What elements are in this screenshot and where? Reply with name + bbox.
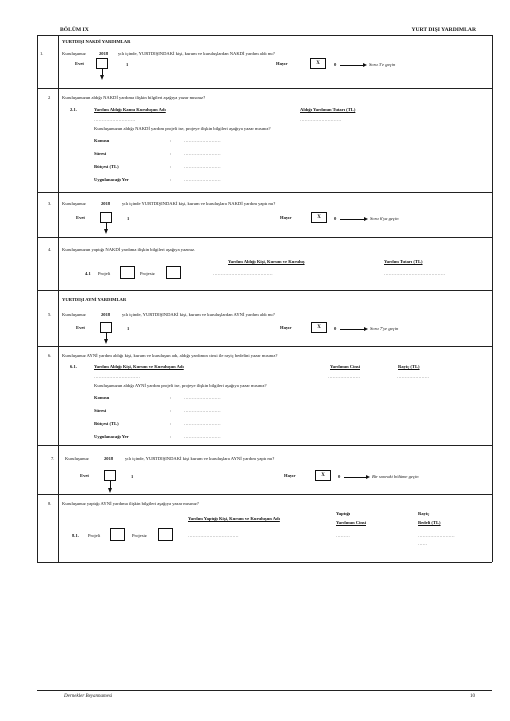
q4-col2-header: Yardım Tutarı (TL) <box>384 259 423 264</box>
q5-hayir-checkbox[interactable]: X <box>311 322 327 333</box>
q6-konusu-blank[interactable]: …………………… <box>184 395 221 400</box>
frame-right <box>492 35 493 562</box>
q1-evet-code: 1 <box>126 62 129 67</box>
q2-text: Kuruluşunuzun aldığı NAKDİ yardıma ilişkin bilgileri aşağıya yazar mısınız? <box>62 95 206 100</box>
q7-hayir-label: Hayır <box>284 473 296 478</box>
q6-col3-header: Rayiç (TL) <box>398 364 420 369</box>
q6-col1-blank[interactable]: ………………………… <box>94 374 140 379</box>
q3-hayir-checkbox[interactable]: X <box>311 212 327 223</box>
q2-col1-header: Yardım Aldığı Kamu Kuruluşun Adı <box>94 107 166 112</box>
footer-rule <box>37 690 492 691</box>
q3-text: yılı içinde YURTDIŞINDAKİ kişi, kurum ve kuruluşlara NAKDİ yardım yaptı mı? <box>122 201 276 206</box>
q8-projeli-label: Projeli <box>88 533 101 538</box>
divider <box>37 445 492 446</box>
q4-projeli-checkbox[interactable] <box>120 266 135 279</box>
frame-top <box>37 35 492 36</box>
footer-title: Dernekler Beyannamesi <box>64 694 113 699</box>
q6-col2-header: Yardımın Cinsi <box>330 364 360 369</box>
frame-left <box>37 35 38 562</box>
q3-text-pre: Kuruluşunuz <box>62 201 86 206</box>
q2-konusu-blank[interactable]: …………………… <box>184 138 221 143</box>
colon: : <box>170 138 172 143</box>
q1-skip-text: Soru 3'e geçin <box>369 62 396 67</box>
q3-down-arrow-icon <box>104 229 108 234</box>
q5-skip-arrow-line <box>340 329 364 330</box>
q4-number: 4. <box>48 247 52 252</box>
q2-butcesi-blank[interactable]: …………………… <box>184 164 221 169</box>
q7-skip-text: Bir sonraki bölüme geçin <box>372 474 419 479</box>
q8-number: 8. <box>48 501 52 506</box>
divider <box>37 346 492 347</box>
q3-skip-arrow-line <box>340 219 364 220</box>
section-label: BÖLÜM IX <box>60 27 89 33</box>
q7-text-pre: Kuruluşunuz <box>65 456 89 461</box>
divider <box>37 237 492 238</box>
q6-col3-blank[interactable]: ………………… <box>397 374 430 379</box>
q8-col3-blank[interactable]: …………………… <box>418 533 455 538</box>
q1-text: yılı içinde, YURTDIŞINDAKİ kişi, kurum ve kuruluşlardan NAKDİ yardım aldı mı? <box>118 51 275 56</box>
q8-col2-header-line1: Yaptığı <box>336 511 351 516</box>
q6-number: 6. <box>48 353 52 358</box>
ayni-title: YURTDIŞI AYNİ YARDIMLAR <box>62 297 127 302</box>
q3-skip-arrow-icon <box>364 217 368 221</box>
colon: : <box>170 151 172 156</box>
q5-evet-label: Evet <box>76 325 85 330</box>
q7-text: yılı içinde, YURTDIŞINDAKİ kişi kurum ve kuruluşlara AYNİ yardım yaptı mı? <box>125 456 275 461</box>
q8-col1-blank[interactable]: …………………………… <box>188 533 239 538</box>
q2-project-text: Kuruluşunuzun aldığı NAKDİ yardım projeli ise, projeye ilişkin bilgileri aşağıya yazar mısınız? <box>94 126 271 131</box>
q6-butcesi-blank[interactable]: …………………… <box>184 421 221 426</box>
q7-evet-checkbox[interactable] <box>104 470 116 481</box>
q7-year: 2018 <box>104 456 114 461</box>
q1-year: 2018 <box>99 51 109 56</box>
q8-col2-blank[interactable]: ……… <box>336 533 350 538</box>
q6-uygulanacagi-label: Uygulanacağı Yer <box>94 434 129 439</box>
q8-text: Kuruluşunuz yaptığı AYNİ yardıma ilişkin bilgileri aşağıya yazar mısınız? <box>62 501 199 506</box>
colon: : <box>170 164 172 169</box>
q2-suresi-label: Süresi <box>94 151 107 156</box>
q6-butcesi-label: Bütçesi (TL) <box>94 421 119 426</box>
q5-skip-arrow-icon <box>364 327 368 331</box>
q3-year: 2018 <box>101 201 111 206</box>
q3-evet-code: 1 <box>127 216 130 221</box>
q3-evet-label: Evet <box>76 215 85 220</box>
q8-col3-header-line1: Rayiç <box>418 511 430 516</box>
q6-col2-blank[interactable]: ………………… <box>328 374 361 379</box>
colon: : <box>170 421 172 426</box>
q7-evet-label: Evet <box>80 473 89 478</box>
q2-butcesi-label: Bütçesi (TL) <box>94 164 119 169</box>
q5-text-pre: Kuruluşunuz <box>62 312 86 317</box>
q1-down-arrow-icon <box>100 75 104 80</box>
divider <box>37 192 492 193</box>
q2-konusu-label: Konusu <box>94 138 110 143</box>
q2-number: 2 <box>48 95 51 100</box>
q1-hayir-label: Hayır <box>276 61 288 66</box>
q1-skip-arrow-line <box>340 65 363 66</box>
q1-evet-checkbox[interactable] <box>96 58 108 69</box>
q6-text: Kuruluşunuz AYNİ yardım aldığı kişi, kurum ve kuruluşun adı, aldığı yardımın cinsi ile rayiç bedelini yazar mısınız? <box>62 353 278 358</box>
q6-uygulanacagi-blank[interactable]: …………………… <box>184 434 221 439</box>
q6-col1-header: Yardım Aldığı Kişi, Kurum ve Kuruluşun Adı <box>94 364 184 369</box>
q2-col1-blank[interactable]: ……………………… <box>94 117 136 122</box>
q3-hayir-label: Hayır <box>280 215 292 220</box>
divider <box>37 494 492 495</box>
q5-hayir-code: 0 <box>334 326 337 331</box>
q8-projesiz-label: Projesiz <box>132 533 147 538</box>
q5-evet-code: 1 <box>127 326 130 331</box>
divider <box>37 290 492 291</box>
q5-year: 2018 <box>101 312 111 317</box>
q5-hayir-label: Hayır <box>280 325 292 330</box>
q6-suresi-blank[interactable]: …………………… <box>184 408 221 413</box>
q5-skip-text: Soru 7'ye geçin <box>370 326 399 331</box>
q4-col1-header: Yardım Aldığı Kişi, Kurum ve Kuruluş <box>228 259 305 264</box>
section-title: YURT DIŞI YARDIMLAR <box>411 27 476 33</box>
q5-text: yılı içinde, YURTDIŞINDAKİ kişi, kurum ve kuruluşlardan AYNİ yardım aldı mı? <box>122 312 275 317</box>
q8-col3-blank-cont[interactable]: …… <box>418 541 428 546</box>
q8-col2-header-line2: Yardımın Cinsi <box>336 520 366 525</box>
q4-text: Kuruluşunuzun yaptığı NAKDİ yardıma ilişkin bilgileri aşağıya yazınız. <box>62 247 196 252</box>
colon: : <box>170 408 172 413</box>
q2-suresi-blank[interactable]: …………………… <box>184 151 221 156</box>
q4-projesiz-label: Projesiz <box>140 271 155 276</box>
q3-skip-text: Soru 6'ya geçin <box>370 216 399 221</box>
q5-down-arrow-icon <box>104 339 108 344</box>
q1-hayir-checkbox[interactable]: X <box>310 58 326 69</box>
q2-col2-blank[interactable]: ……………………… <box>300 117 342 122</box>
q5-evet-checkbox[interactable] <box>100 322 112 333</box>
q4-sub-number: 4.1 <box>85 271 91 276</box>
q8-projesiz-checkbox[interactable] <box>158 528 173 541</box>
q2-uygulanacagi-blank[interactable]: …………………… <box>184 177 221 182</box>
colon: : <box>170 395 172 400</box>
q1-number: 1. <box>40 51 44 56</box>
q1-skip-arrow-icon <box>363 63 367 67</box>
page-number: 10 <box>470 694 475 699</box>
q8-col3-header-line2: Bedeli (TL) <box>418 520 441 525</box>
colon: : <box>170 434 172 439</box>
q3-evet-checkbox[interactable] <box>100 212 112 223</box>
q7-down-arrow-icon <box>108 488 112 493</box>
q2-col2-header: Aldığı Yardımın Tutarı (TL) <box>300 107 356 112</box>
q2-sub-number: 2.1. <box>70 107 77 112</box>
q4-projeli-label: Projeli <box>98 271 111 276</box>
q7-skip-arrow-line <box>344 477 366 478</box>
q3-hayir-code: 0 <box>334 216 337 221</box>
q8-col1-header: Yardım Yaptığı Kişi, Kurum ve Kuruluşun Adı <box>188 516 280 521</box>
q6-project-text: Kuruluşunuzun aldığı AYNİ yardım projeli ise, projeye ilişkin bilgileri aşağıya yazar mısınız? <box>94 383 267 388</box>
q7-evet-code: 1 <box>131 474 134 479</box>
q8-sub-number: 8.1. <box>72 533 79 538</box>
frame-bottom <box>37 562 492 563</box>
q1-text-pre: Kuruluşunuz <box>62 51 86 56</box>
q1-hayir-code: 0 <box>334 62 337 67</box>
q8-projeli-checkbox[interactable] <box>110 528 125 541</box>
q4-col2-blank[interactable]: …………………………………. <box>384 271 445 276</box>
q4-projesiz-checkbox[interactable] <box>166 266 181 279</box>
q5-number: 5. <box>48 312 52 317</box>
q1-evet-label: Evet <box>75 61 84 66</box>
q7-hayir-checkbox[interactable]: X <box>315 470 331 481</box>
q3-number: 3. <box>48 201 52 206</box>
frame-number-column <box>58 35 59 562</box>
q4-col1-blank[interactable]: ………………………………… <box>213 271 273 276</box>
divider <box>37 88 492 89</box>
q7-number: 7. <box>51 456 55 461</box>
q6-suresi-label: Süresi <box>94 408 107 413</box>
q2-uygulanacagi-label: Uygulanacağı Yer <box>94 177 129 182</box>
q7-hayir-code: 0 <box>338 474 341 479</box>
nakdi-title: YURTDIŞI NAKDİ YARDIMLAR <box>62 39 131 44</box>
q7-skip-arrow-icon <box>366 475 370 479</box>
q6-konusu-label: Konusu <box>94 395 110 400</box>
q6-sub-number: 6.1. <box>70 364 77 369</box>
colon: : <box>170 177 172 182</box>
